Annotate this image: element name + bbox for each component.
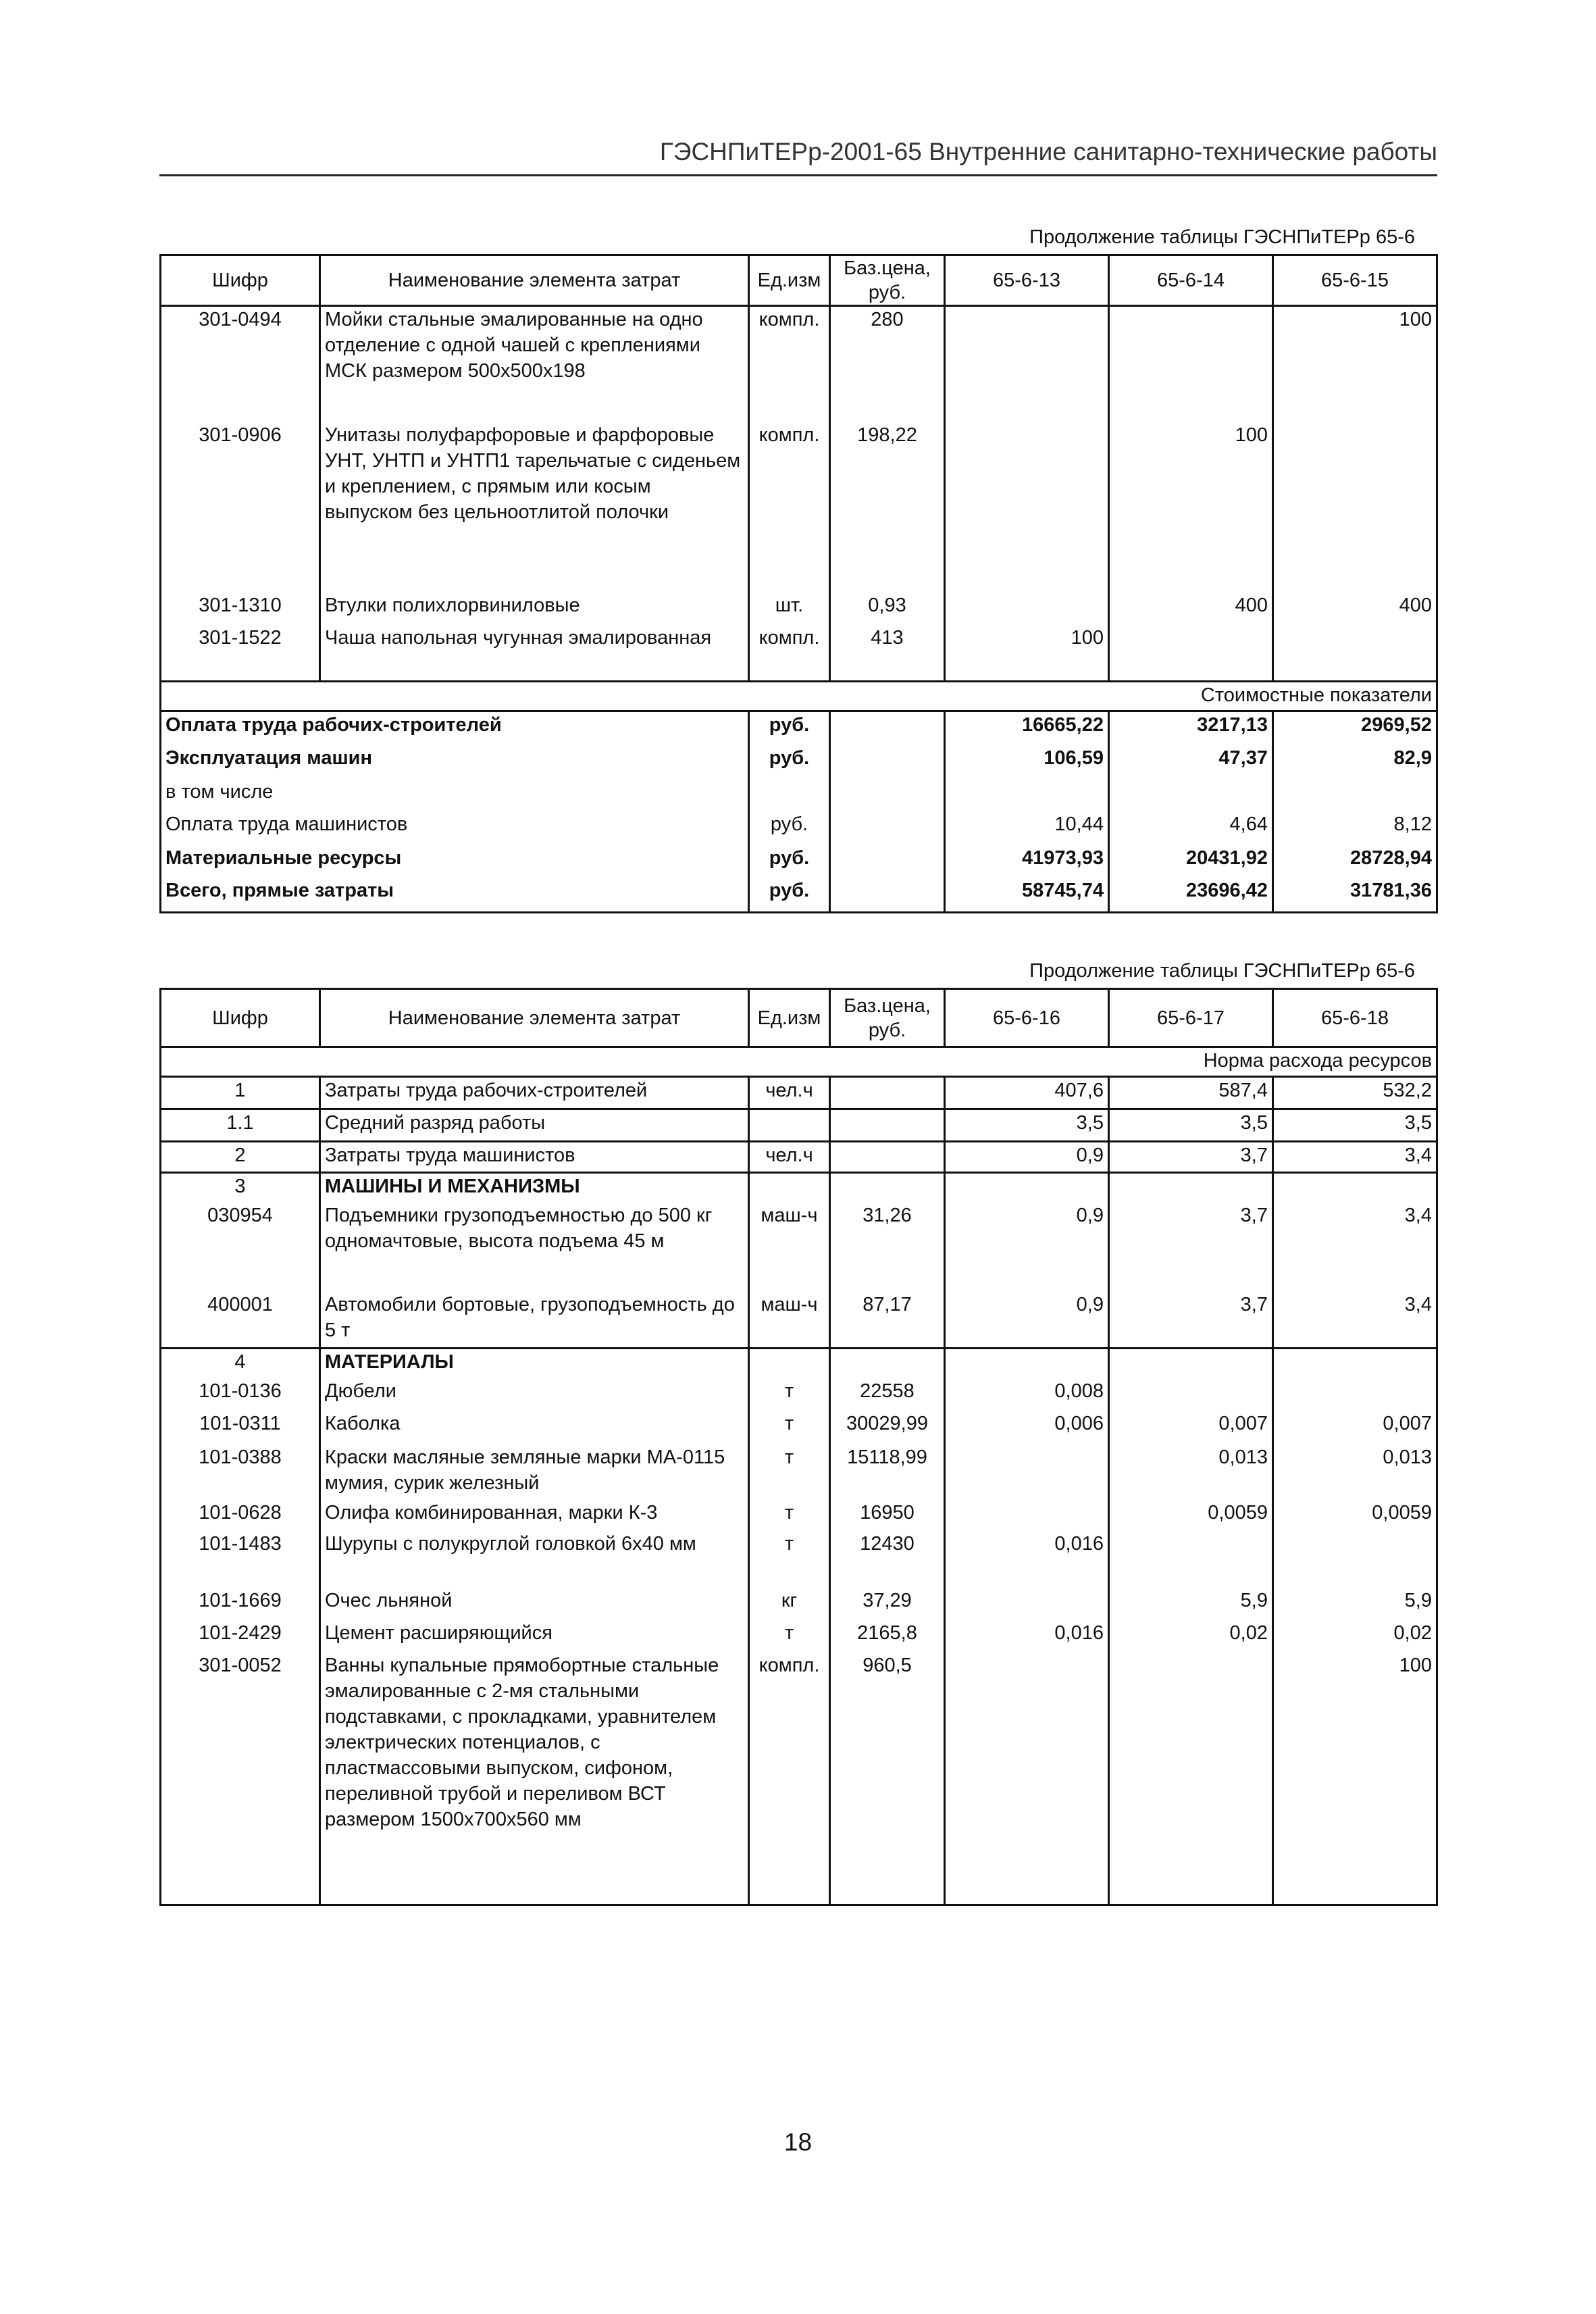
section-label: Норма расхода ресурсов (161, 1047, 1437, 1077)
row-unit: шт. (749, 593, 830, 625)
row-unit: компл. (749, 1653, 830, 1905)
table-row (161, 422, 1437, 593)
row-value-1 (945, 422, 1109, 593)
cost-price (830, 811, 945, 845)
row-value-3: 3,4 (1273, 1203, 1437, 1292)
cost-value-1: 10,44 (945, 811, 1109, 845)
row-price (830, 1173, 945, 1203)
row-value-3 (1273, 1531, 1437, 1588)
table-row (161, 1620, 1437, 1653)
row-name: Каболка (320, 1411, 749, 1444)
row-name: Унитазы полуфарфоровые и фарфоровые УНТ, УНТП и УНТП1 тарельчатые с сиденьем и креплением, с прямым или косым выпуском без цельноотлитой полочки (320, 422, 749, 593)
row-unit: компл. (749, 306, 830, 422)
row-code: 4 (161, 1349, 320, 1378)
row-value-1 (945, 593, 1109, 625)
row-price: 12430 (830, 1531, 945, 1588)
cost-row (161, 745, 1437, 779)
cost-value-1: 106,59 (945, 745, 1109, 779)
col-65-6-16-header: 65-6-16 (945, 989, 1109, 1047)
row-value-3 (1273, 1378, 1437, 1411)
cost-value-3: 28728,94 (1273, 845, 1437, 878)
row-price: 0,93 (830, 593, 945, 625)
row-unit: т (749, 1444, 830, 1500)
row-value-1: 0,016 (945, 1620, 1109, 1653)
row-value-3: 3,4 (1273, 1292, 1437, 1349)
table-row (161, 1588, 1437, 1620)
cost-price (830, 745, 945, 779)
table1-header-row (161, 255, 1437, 306)
cost-name: Всего, прямые затраты (161, 878, 749, 913)
table2-header-row (161, 989, 1437, 1047)
cost-unit: руб. (749, 845, 830, 878)
row-code: 301-1522 (161, 625, 320, 682)
cost-unit: руб. (749, 878, 830, 913)
col-65-6-13-header: 65-6-13 (945, 255, 1109, 306)
row-unit: маш-ч (749, 1292, 830, 1349)
cost-value-1: 16665,22 (945, 711, 1109, 745)
cost-price (830, 845, 945, 878)
row-name: Шурупы с полукруглой головкой 6х40 мм (320, 1531, 749, 1588)
row-code: 3 (161, 1173, 320, 1203)
row-name: Чаша напольная чугунная эмалированная (320, 625, 749, 682)
row-name: Втулки полихлорвиниловые (320, 593, 749, 625)
table-row (161, 1378, 1437, 1411)
row-value-3: 0,007 (1273, 1411, 1437, 1444)
row-code: 101-1483 (161, 1531, 320, 1588)
row-price: 37,29 (830, 1588, 945, 1620)
row-unit: компл. (749, 422, 830, 593)
row-unit: т (749, 1500, 830, 1531)
cost-value-2: 20431,92 (1109, 845, 1273, 878)
row-value-2: 400 (1109, 593, 1273, 625)
row-value-1: 3,5 (945, 1109, 1109, 1142)
row-code: 101-0136 (161, 1378, 320, 1411)
row-name: Затраты труда машинистов (320, 1142, 749, 1173)
row-unit (749, 1173, 830, 1203)
row-value-1: 100 (945, 625, 1109, 682)
row-code: 101-0628 (161, 1500, 320, 1531)
table-row (161, 1292, 1437, 1349)
row-value-1: 0,016 (945, 1531, 1109, 1588)
row-name: Очес льняной (320, 1588, 749, 1620)
row-price (830, 1142, 945, 1173)
cost-name: Эксплуатация машин (161, 745, 749, 779)
row-value-2 (1109, 1173, 1273, 1203)
row-name: Краски масляные земляные марки МА-0115 мумия, сурик железный (320, 1444, 749, 1500)
row-code: 101-0388 (161, 1444, 320, 1500)
row-price: 22558 (830, 1378, 945, 1411)
row-code: 1 (161, 1077, 320, 1109)
row-code: 1.1 (161, 1109, 320, 1142)
row-name: Мойки стальные эмалированные на одно отделение с одной чашей с креплениями МСК размером 500х500х198 (320, 306, 749, 422)
row-unit: т (749, 1620, 830, 1653)
cost-value-3: 82,9 (1273, 745, 1437, 779)
row-price: 198,22 (830, 422, 945, 593)
row-value-1 (945, 1173, 1109, 1203)
row-value-3: 0,02 (1273, 1620, 1437, 1653)
row-value-1: 0,9 (945, 1203, 1109, 1292)
row-value-1 (945, 1653, 1109, 1905)
row-value-1: 0,9 (945, 1292, 1109, 1349)
row-name: Цемент расширяющийся (320, 1620, 749, 1653)
row-value-3: 532,2 (1273, 1077, 1437, 1109)
cost-name: в том числе (161, 779, 749, 811)
table-row (161, 1531, 1437, 1588)
cost-value-2: 4,64 (1109, 811, 1273, 845)
row-value-2 (1109, 1653, 1273, 1905)
col-code-header: Шифр (161, 989, 320, 1047)
row-unit (749, 1349, 830, 1378)
row-value-2: 5,9 (1109, 1588, 1273, 1620)
table-row (161, 625, 1437, 682)
cost-unit (749, 779, 830, 811)
row-name: Ванны купальные прямобортные стальные эмалированные с 2-мя стальными подставками, с прокладками, уравнителем электрических потенциалов, с пластмассовыми выпуском, сифоном, переливной трубой и переливом ВСТ размером 1500х700х560 мм (320, 1653, 749, 1905)
row-price: 87,17 (830, 1292, 945, 1349)
table-row (161, 306, 1437, 422)
row-code: 301-0906 (161, 422, 320, 593)
cost-value-3 (1273, 779, 1437, 811)
col-name-header: Наименование элемента затрат (320, 989, 749, 1047)
row-price: 2165,8 (830, 1620, 945, 1653)
row-value-2: 587,4 (1109, 1077, 1273, 1109)
row-price (830, 1109, 945, 1142)
table1-caption: Продолжение таблицы ГЭСНПиТЕРр 65-6 (1029, 226, 1415, 248)
col-65-6-15-header: 65-6-15 (1273, 255, 1437, 306)
section-heading-row (161, 1349, 1437, 1378)
section-row (161, 1047, 1437, 1077)
cost-value-1: 58745,74 (945, 878, 1109, 913)
row-value-2: 3,7 (1109, 1292, 1273, 1349)
row-value-2 (1109, 625, 1273, 682)
row-value-1 (945, 1444, 1109, 1500)
cost-value-3: 31781,36 (1273, 878, 1437, 913)
cost-unit: руб. (749, 711, 830, 745)
row-value-2 (1109, 1531, 1273, 1588)
table-row (161, 1203, 1437, 1292)
row-price: 16950 (830, 1500, 945, 1531)
row-value-1: 0,008 (945, 1378, 1109, 1411)
row-name: Автомобили бортовые, грузоподъемность до 5 т (320, 1292, 749, 1349)
row-price (830, 1077, 945, 1109)
row-value-3: 0,0059 (1273, 1500, 1437, 1531)
col-65-6-14-header: 65-6-14 (1109, 255, 1273, 306)
cost-price (830, 711, 945, 745)
row-value-3: 3,4 (1273, 1142, 1437, 1173)
row-name: Средний разряд работы (320, 1109, 749, 1142)
row-code: 301-1310 (161, 593, 320, 625)
cost-value-3: 8,12 (1273, 811, 1437, 845)
cost-value-3: 2969,52 (1273, 711, 1437, 745)
row-price: 31,26 (830, 1203, 945, 1292)
row-value-1 (945, 1349, 1109, 1378)
row-name: Подъемники грузоподъемностью до 500 кг одномачтовые, высота подъема 45 м (320, 1203, 749, 1292)
row-name: Затраты труда рабочих-строителей (320, 1077, 749, 1109)
row-price: 15118,99 (830, 1444, 945, 1500)
row-value-3: 100 (1273, 306, 1437, 422)
row-unit: т (749, 1411, 830, 1444)
section-heading-row (161, 1173, 1437, 1203)
table-row (161, 1142, 1437, 1173)
cost-row (161, 845, 1437, 878)
row-price: 280 (830, 306, 945, 422)
row-value-2: 3,7 (1109, 1203, 1273, 1292)
row-name: Дюбели (320, 1378, 749, 1411)
cost-row (161, 878, 1437, 913)
row-code: 2 (161, 1142, 320, 1173)
row-value-1: 407,6 (945, 1077, 1109, 1109)
row-code: 101-1669 (161, 1588, 320, 1620)
cost-value-2: 23696,42 (1109, 878, 1273, 913)
section-label: Стоимостные показатели (161, 682, 1437, 711)
cost-price (830, 779, 945, 811)
row-value-3: 3,5 (1273, 1109, 1437, 1142)
table2-caption: Продолжение таблицы ГЭСНПиТЕРр 65-6 (1029, 960, 1415, 982)
cost-name: Материальные ресурсы (161, 845, 749, 878)
cost-name: Оплата труда рабочих-строителей (161, 711, 749, 745)
row-value-2 (1109, 306, 1273, 422)
row-code: 301-0494 (161, 306, 320, 422)
col-unit-header: Ед.изм (749, 989, 830, 1047)
row-value-1 (945, 306, 1109, 422)
row-name: Олифа комбинированная, марки К-3 (320, 1500, 749, 1531)
row-code: 030954 (161, 1203, 320, 1292)
table-row (161, 1077, 1437, 1109)
col-name-header: Наименование элемента затрат (320, 255, 749, 306)
row-value-3: 0,013 (1273, 1444, 1437, 1500)
cost-unit: руб. (749, 745, 830, 779)
row-value-2: 0,02 (1109, 1620, 1273, 1653)
page-number: 18 (783, 2128, 813, 2156)
table-row (161, 1500, 1437, 1531)
cost-value-2: 3217,13 (1109, 711, 1273, 745)
row-value-3: 100 (1273, 1653, 1437, 1905)
cost-price (830, 878, 945, 913)
row-unit: маш-ч (749, 1203, 830, 1292)
cost-row (161, 811, 1437, 845)
row-value-3 (1273, 1173, 1437, 1203)
row-name: МАШИНЫ И МЕХАНИЗМЫ (320, 1173, 749, 1203)
table-row (161, 1411, 1437, 1444)
table-row (161, 1109, 1437, 1142)
row-value-2 (1109, 1378, 1273, 1411)
running-header: ГЭСНПиТЕРр-2001-65 Внутренние санитарно-технические работы (159, 135, 1437, 176)
row-price: 413 (830, 625, 945, 682)
cost-value-1 (945, 779, 1109, 811)
row-value-2: 3,5 (1109, 1109, 1273, 1142)
table-row (161, 593, 1437, 625)
row-value-1 (945, 1500, 1109, 1531)
row-value-2: 0,013 (1109, 1444, 1273, 1500)
row-unit: т (749, 1378, 830, 1411)
row-unit: чел.ч (749, 1077, 830, 1109)
row-price: 30029,99 (830, 1411, 945, 1444)
row-price (830, 1349, 945, 1378)
row-value-3 (1273, 625, 1437, 682)
table-row (161, 1653, 1437, 1905)
table1 (159, 254, 1438, 913)
row-value-2 (1109, 1349, 1273, 1378)
col-code-header: Шифр (161, 255, 320, 306)
cost-value-2 (1109, 779, 1273, 811)
row-value-1: 0,006 (945, 1411, 1109, 1444)
row-value-3 (1273, 422, 1437, 593)
cost-row (161, 711, 1437, 745)
cost-unit: руб. (749, 811, 830, 845)
cost-value-1: 41973,93 (945, 845, 1109, 878)
row-code: 101-0311 (161, 1411, 320, 1444)
row-value-2: 3,7 (1109, 1142, 1273, 1173)
row-code: 301-0052 (161, 1653, 320, 1905)
row-unit: компл. (749, 625, 830, 682)
row-value-3: 5,9 (1273, 1588, 1437, 1620)
row-value-1: 0,9 (945, 1142, 1109, 1173)
row-unit: чел.ч (749, 1142, 830, 1173)
row-value-3: 400 (1273, 593, 1437, 625)
col-unit-header: Ед.изм (749, 255, 830, 306)
section-row (161, 682, 1437, 711)
row-unit: кг (749, 1588, 830, 1620)
row-price: 960,5 (830, 1653, 945, 1905)
row-unit: т (749, 1531, 830, 1588)
row-value-2: 0,0059 (1109, 1500, 1273, 1531)
row-value-2: 100 (1109, 422, 1273, 593)
table2 (159, 988, 1438, 1906)
row-unit (749, 1109, 830, 1142)
cost-value-2: 47,37 (1109, 745, 1273, 779)
row-value-1 (945, 1588, 1109, 1620)
col-65-6-18-header: 65-6-18 (1273, 989, 1437, 1047)
row-code: 400001 (161, 1292, 320, 1349)
row-name: МАТЕРИАЛЫ (320, 1349, 749, 1378)
row-value-2: 0,007 (1109, 1411, 1273, 1444)
col-price-header: Баз.цена, руб. (830, 255, 945, 306)
col-65-6-17-header: 65-6-17 (1109, 989, 1273, 1047)
row-value-3 (1273, 1349, 1437, 1378)
cost-row (161, 779, 1437, 811)
cost-name: Оплата труда машинистов (161, 811, 749, 845)
table-row (161, 1444, 1437, 1500)
row-code: 101-2429 (161, 1620, 320, 1653)
col-price-header: Баз.цена, руб. (830, 989, 945, 1047)
